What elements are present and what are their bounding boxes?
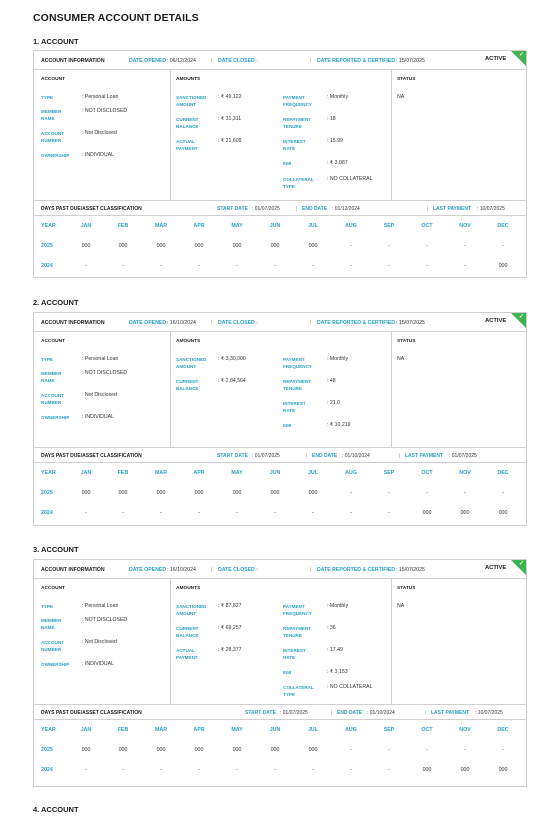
account-card — [33, 50, 527, 278]
emi-value: : ₹ 10,219 — [327, 422, 351, 428]
dpd-cell: - — [388, 767, 390, 773]
col-account-heading: ACCOUNT — [41, 586, 65, 591]
dpd-cell: - — [160, 263, 162, 269]
start-date-label: START DATE — [217, 453, 248, 459]
year-column-header: YEAR — [41, 727, 56, 733]
dpd-month-header — [34, 720, 526, 740]
dpd-cell: 000 — [270, 243, 280, 249]
col-status-heading: STATUS — [397, 586, 416, 591]
account-information-label: ACCOUNT INFORMATION — [41, 567, 105, 573]
ownership-value: : INDIVIDUAL — [82, 414, 114, 420]
emi-label: EMI — [283, 670, 292, 675]
account-heading: 1. ACCOUNT — [33, 37, 79, 46]
dpd-cell: - — [312, 767, 314, 773]
dpd-cell: 000 — [308, 747, 318, 753]
dpd-cell: 000 — [498, 263, 508, 269]
month-header: FEB — [117, 470, 129, 476]
interest-rate-value: : 17.49 — [327, 647, 343, 653]
dpd-cell: - — [312, 263, 314, 269]
dpd-cell: 000 — [422, 510, 432, 516]
last-payment-value: : 10/07/2025 — [475, 710, 503, 716]
last-payment-label: LAST PAYMENT — [431, 710, 470, 716]
dpd-cell: - — [502, 490, 504, 496]
collateral-type-value: : NO COLLATERAL — [327, 684, 373, 690]
dpd-cell: - — [388, 747, 390, 753]
start-date-value: : 01/07/2025 — [280, 710, 308, 716]
last-payment-value: : 01/07/2025 — [449, 453, 477, 459]
dpd-title: DAYS PAST DUE/ASSET CLASSIFICATION — [41, 453, 142, 459]
dpd-cell: 000 — [270, 747, 280, 753]
ownership-label: OWNERSHIP — [41, 415, 70, 420]
interest-rate-value: : 15.99 — [327, 138, 343, 144]
account-card — [33, 312, 527, 526]
ownership-value: : INDIVIDUAL — [82, 661, 114, 667]
end-date-label: END DATE — [312, 453, 338, 459]
account-details — [34, 579, 526, 705]
dpd-cell: 000 — [498, 767, 508, 773]
month-header: MAR — [154, 727, 168, 733]
account-number-value: : Not Disclosed — [82, 392, 117, 398]
status-value: NA — [397, 603, 405, 609]
check-icon: ✓ — [518, 561, 524, 567]
payment-frequency-value: : Monthly — [327, 94, 349, 100]
dpd-cell: - — [350, 243, 352, 249]
dpd-cell: 000 — [460, 510, 470, 516]
dpd-cell: 000 — [270, 490, 280, 496]
emi-value: : ₹ 3,153 — [327, 669, 348, 675]
month-header: SEP — [383, 470, 395, 476]
dpd-cell: 000 — [118, 243, 128, 249]
end-date-value: : 01/10/2024 — [342, 453, 370, 459]
payment-frequency-value: : Monthly — [327, 603, 349, 609]
month-header: MAY — [231, 727, 243, 733]
account-info-row: ACCOUNT INFORMATION DATE OPENED : 16/10/2024 | DATE CLOSED : | DATE REPORTED & CERTIFIED : 15/07/2025 ACTIVE ✓ — [34, 313, 526, 332]
year-label: 2024 — [41, 767, 53, 773]
dpd-month-header — [34, 463, 526, 483]
col-account-heading: ACCOUNT — [41, 77, 65, 82]
emi-label: EMI — [283, 423, 292, 428]
dpd-cell: - — [426, 243, 428, 249]
ownership-value: : INDIVIDUAL — [82, 152, 114, 158]
dpd-cell: - — [350, 490, 352, 496]
status-value: NA — [397, 94, 405, 100]
month-header: AUG — [345, 470, 357, 476]
date-closed-label: DATE CLOSED : — [218, 58, 258, 64]
dpd-cell: - — [350, 767, 352, 773]
start-date-label: START DATE — [217, 206, 248, 212]
collateral-type-value: : NO COLLATERAL — [327, 176, 373, 182]
date-reported-value: : 15/07/2025 — [396, 58, 425, 64]
end-date-value: : 01/10/2024 — [367, 710, 395, 716]
dpd-cell: - — [236, 263, 238, 269]
dpd-year-row — [34, 760, 526, 780]
sanctioned-amount-label: SANCTIONED AMOUNT — [176, 604, 207, 616]
repayment-tenure-value: : 18 — [327, 116, 336, 122]
month-header: SEP — [383, 727, 395, 733]
year-label: 2025 — [41, 747, 53, 753]
year-label: 2025 — [41, 243, 53, 249]
dpd-cell: 000 — [232, 243, 242, 249]
dpd-cell: - — [502, 243, 504, 249]
member-name-label: MEMBER NAME — [41, 371, 62, 383]
member-name-value: : NOT DISCLOSED — [82, 108, 128, 114]
month-header: JUN — [269, 223, 281, 229]
dpd-cell: 000 — [156, 747, 166, 753]
dpd-header: DAYS PAST DUE/ASSET CLASSIFICATION START DATE : 01/07/2025 | END DATE : 01/10/2024 | LAST PAYMENT : 10/07/2025 — [34, 705, 526, 720]
month-header: JUL — [307, 727, 318, 733]
emi-value: : ₹ 3,087 — [327, 160, 348, 166]
col-amounts-heading: AMOUNTS — [176, 586, 201, 591]
payment-frequency-label: PAYMENT FREQUENCY — [283, 95, 312, 107]
year-label: 2024 — [41, 510, 53, 516]
date-opened-value: : 16/10/2024 — [167, 567, 196, 573]
account-number-value: : Not Disclosed — [82, 130, 117, 136]
repayment-tenure-value: : 36 — [327, 625, 336, 631]
start-date-label: START DATE — [245, 710, 276, 716]
dpd-cell: 000 — [194, 490, 204, 496]
month-header: APR — [193, 223, 205, 229]
month-header: MAY — [231, 223, 243, 229]
type-label: TYPE — [41, 604, 53, 609]
month-header: AUG — [345, 727, 357, 733]
dpd-cell: - — [388, 490, 390, 496]
dpd-cell: 000 — [308, 243, 318, 249]
date-opened-value: : 16/10/2024 — [167, 320, 196, 326]
date-reported-label: DATE REPORTED & CERTIFIED — [317, 567, 396, 573]
col-account-heading: ACCOUNT — [41, 339, 65, 344]
interest-rate-label: INTEREST RATE — [283, 139, 306, 151]
member-name-label: MEMBER NAME — [41, 109, 62, 121]
status-badge: ACTIVE — [485, 565, 507, 571]
dpd-year-row — [34, 236, 526, 256]
month-header: DEC — [497, 470, 509, 476]
current-balance-label: CURRENT BALANCE — [176, 379, 199, 391]
dpd-title: DAYS PAST DUE/ASSET CLASSIFICATION — [41, 206, 142, 212]
month-header: DEC — [497, 727, 509, 733]
account-details — [34, 70, 526, 201]
dpd-grid — [34, 216, 526, 276]
account-heading: 3. ACCOUNT — [33, 545, 79, 554]
sanctioned-amount-value: : ₹ 49,122 — [218, 94, 242, 100]
dpd-year-row — [34, 740, 526, 760]
type-value: : Personal Loan — [82, 94, 119, 100]
dpd-cell: - — [388, 510, 390, 516]
dpd-cell: - — [122, 510, 124, 516]
dpd-cell: - — [85, 510, 87, 516]
month-header: JUN — [269, 470, 281, 476]
dpd-cell: - — [426, 263, 428, 269]
ownership-label: OWNERSHIP — [41, 153, 70, 158]
month-header: JUN — [269, 727, 281, 733]
actual-payment-label: ACTUAL PAYMENT — [176, 648, 198, 660]
account-information-label: ACCOUNT INFORMATION — [41, 320, 105, 326]
month-header: MAR — [154, 470, 168, 476]
dpd-header: DAYS PAST DUE/ASSET CLASSIFICATION START DATE : 01/07/2025 | END DATE : 01/12/2024 | LAST PAYMENT : 10/07/2025 — [34, 201, 526, 216]
account-number-label: ACCOUNT NUMBER — [41, 640, 64, 652]
dpd-grid — [34, 463, 526, 523]
last-payment-value: : 10/07/2025 — [477, 206, 505, 212]
account-details — [34, 332, 526, 448]
account-information-label: ACCOUNT INFORMATION — [41, 58, 105, 64]
dpd-cell: 000 — [118, 490, 128, 496]
dpd-cell: - — [122, 767, 124, 773]
last-payment-label: LAST PAYMENT — [433, 206, 472, 212]
last-payment-label: LAST PAYMENT — [405, 453, 444, 459]
dpd-cell: - — [426, 490, 428, 496]
date-opened-label: DATE OPENED — [129, 567, 167, 573]
sanctioned-amount-value: : ₹ 87,827 — [218, 603, 242, 609]
year-column-header: YEAR — [41, 470, 56, 476]
dpd-cell: - — [274, 263, 276, 269]
col-status-heading: STATUS — [397, 339, 416, 344]
date-opened-label: DATE OPENED — [129, 58, 167, 64]
repayment-tenure-value: : 48 — [327, 378, 336, 384]
current-balance-value: : ₹ 69,257 — [218, 625, 242, 631]
member-name-value: : NOT DISCLOSED — [82, 370, 128, 376]
payment-frequency-value: : Monthly — [327, 356, 349, 362]
interest-rate-value: : 21.0 — [327, 400, 340, 406]
status-badge: ACTIVE — [485, 318, 507, 324]
dpd-cell: - — [236, 767, 238, 773]
account-number-label: ACCOUNT NUMBER — [41, 131, 64, 143]
dpd-cell: - — [274, 510, 276, 516]
current-balance-value: : ₹ 2,84,564 — [218, 378, 246, 384]
dpd-cell: - — [350, 263, 352, 269]
dpd-cell: 000 — [156, 490, 166, 496]
dpd-cell: 000 — [81, 490, 91, 496]
month-header: MAY — [231, 470, 243, 476]
dpd-year-row — [34, 256, 526, 276]
dpd-cell: - — [85, 767, 87, 773]
account-number-label: ACCOUNT NUMBER — [41, 393, 64, 405]
emi-label: EMI — [283, 161, 292, 166]
month-header: MAR — [154, 223, 168, 229]
month-header: JUL — [307, 223, 318, 229]
dpd-cell: - — [350, 510, 352, 516]
sanctioned-amount-value: : ₹ 3,30,000 — [218, 356, 246, 362]
end-date-value: : 01/12/2024 — [332, 206, 360, 212]
dpd-cell: 000 — [498, 510, 508, 516]
dpd-cell: - — [426, 747, 428, 753]
dpd-cell: 000 — [194, 243, 204, 249]
dpd-cell: - — [198, 263, 200, 269]
month-header: JUL — [307, 470, 318, 476]
month-header: APR — [193, 727, 205, 733]
sanctioned-amount-label: SANCTIONED AMOUNT — [176, 95, 207, 107]
dpd-cell: - — [350, 747, 352, 753]
end-date-label: END DATE — [337, 710, 363, 716]
actual-payment-value: : ₹ 21,609 — [218, 138, 242, 144]
month-header: OCT — [421, 223, 433, 229]
month-header: FEB — [117, 727, 129, 733]
date-reported-value: : 15/07/2025 — [396, 567, 425, 573]
interest-rate-label: INTEREST RATE — [283, 648, 306, 660]
check-icon: ✓ — [518, 52, 524, 58]
month-header: DEC — [497, 223, 509, 229]
dpd-cell: 000 — [460, 767, 470, 773]
dpd-cell: - — [160, 767, 162, 773]
check-icon: ✓ — [518, 314, 524, 320]
account-number-value: : Not Disclosed — [82, 639, 117, 645]
date-reported-value: : 15/07/2025 — [396, 320, 425, 326]
actual-payment-label: ACTUAL PAYMENT — [176, 139, 198, 151]
repayment-tenure-label: REPAYMENT TENURE — [283, 117, 312, 129]
date-opened-value: : 06/12/2024 — [167, 58, 196, 64]
dpd-cell: - — [464, 263, 466, 269]
current-balance-value: : ₹ 31,311 — [218, 116, 242, 122]
dpd-cell: 000 — [194, 747, 204, 753]
date-reported-label: DATE REPORTED & CERTIFIED — [317, 58, 396, 64]
dpd-cell: - — [502, 747, 504, 753]
dpd-cell: - — [464, 747, 466, 753]
dpd-year-row — [34, 483, 526, 503]
dpd-cell: - — [388, 263, 390, 269]
dpd-title: DAYS PAST DUE/ASSET CLASSIFICATION — [41, 710, 142, 716]
start-date-value: : 01/07/2025 — [252, 453, 280, 459]
type-value: : Personal Loan — [82, 356, 119, 362]
dpd-cell: 000 — [81, 243, 91, 249]
month-header: SEP — [383, 223, 395, 229]
dpd-cell: - — [274, 767, 276, 773]
actual-payment-value: : ₹ 28,377 — [218, 647, 242, 653]
dpd-cell: 000 — [81, 747, 91, 753]
month-header: NOV — [459, 223, 471, 229]
type-value: : Personal Loan — [82, 603, 119, 609]
collateral-type-label: COLLATERAL TYPE — [283, 177, 314, 189]
month-header: FEB — [117, 223, 129, 229]
account-heading: 2. ACCOUNT — [33, 298, 79, 307]
dpd-cell: - — [198, 767, 200, 773]
dpd-cell: 000 — [156, 243, 166, 249]
member-name-value: : NOT DISCLOSED — [82, 617, 128, 623]
year-label: 2025 — [41, 490, 53, 496]
payment-frequency-label: PAYMENT FREQUENCY — [283, 604, 312, 616]
sanctioned-amount-label: SANCTIONED AMOUNT — [176, 357, 207, 369]
dpd-cell: - — [388, 243, 390, 249]
date-opened-label: DATE OPENED — [129, 320, 167, 326]
month-header: NOV — [459, 470, 471, 476]
collateral-type-label: COLLATERAL TYPE — [283, 685, 314, 697]
dpd-cell: 000 — [308, 490, 318, 496]
account-info-row: ACCOUNT INFORMATION DATE OPENED : 16/10/2024 | DATE CLOSED : | DATE REPORTED & CERTIFIED : 15/07/2025 ACTIVE ✓ — [34, 560, 526, 579]
dpd-year-row — [34, 503, 526, 523]
ownership-label: OWNERSHIP — [41, 662, 70, 667]
start-date-value: : 01/07/2025 — [252, 206, 280, 212]
month-header: OCT — [421, 727, 433, 733]
dpd-cell: - — [122, 263, 124, 269]
dpd-cell: - — [312, 510, 314, 516]
status-badge: ACTIVE — [485, 56, 507, 62]
dpd-month-header — [34, 216, 526, 236]
month-header: APR — [193, 470, 205, 476]
col-amounts-heading: AMOUNTS — [176, 77, 201, 82]
dpd-cell: - — [85, 263, 87, 269]
dpd-cell: 000 — [232, 747, 242, 753]
month-header: NOV — [459, 727, 471, 733]
payment-frequency-label: PAYMENT FREQUENCY — [283, 357, 312, 369]
date-reported-label: DATE REPORTED & CERTIFIED — [317, 320, 396, 326]
date-closed-label: DATE CLOSED : — [218, 320, 258, 326]
dpd-cell: - — [236, 510, 238, 516]
account-card — [33, 559, 527, 787]
year-column-header: YEAR — [41, 223, 56, 229]
dpd-header: DAYS PAST DUE/ASSET CLASSIFICATION START DATE : 01/07/2025 | END DATE : 01/10/2024 | LAST PAYMENT : 01/07/2025 — [34, 448, 526, 463]
repayment-tenure-label: REPAYMENT TENURE — [283, 626, 312, 638]
interest-rate-label: INTEREST RATE — [283, 401, 306, 413]
account-heading: 4. ACCOUNT — [33, 805, 79, 814]
month-header: JAN — [80, 223, 92, 229]
dpd-cell: 000 — [118, 747, 128, 753]
dpd-cell: - — [464, 243, 466, 249]
account-info-row: ACCOUNT INFORMATION DATE OPENED : 06/12/2024 | DATE CLOSED : | DATE REPORTED & CERTIFIED : 15/07/2025 ACTIVE ✓ — [34, 51, 526, 70]
dpd-cell: 000 — [422, 767, 432, 773]
month-header: JAN — [80, 470, 92, 476]
dpd-cell: - — [160, 510, 162, 516]
date-closed-label: DATE CLOSED : — [218, 567, 258, 573]
member-name-label: MEMBER NAME — [41, 618, 62, 630]
status-value: NA — [397, 356, 405, 362]
col-status-heading: STATUS — [397, 77, 416, 82]
type-label: TYPE — [41, 95, 53, 100]
col-amounts-heading: AMOUNTS — [176, 339, 201, 344]
year-label: 2024 — [41, 263, 53, 269]
dpd-cell: - — [198, 510, 200, 516]
month-header: OCT — [421, 470, 433, 476]
dpd-grid — [34, 720, 526, 780]
month-header: AUG — [345, 223, 357, 229]
repayment-tenure-label: REPAYMENT TENURE — [283, 379, 312, 391]
end-date-label: END DATE — [302, 206, 328, 212]
type-label: TYPE — [41, 357, 53, 362]
page-title: CONSUMER ACCOUNT DETAILS — [33, 12, 199, 24]
current-balance-label: CURRENT BALANCE — [176, 626, 199, 638]
current-balance-label: CURRENT BALANCE — [176, 117, 199, 129]
dpd-cell: 000 — [232, 490, 242, 496]
dpd-cell: - — [464, 490, 466, 496]
month-header: JAN — [80, 727, 92, 733]
